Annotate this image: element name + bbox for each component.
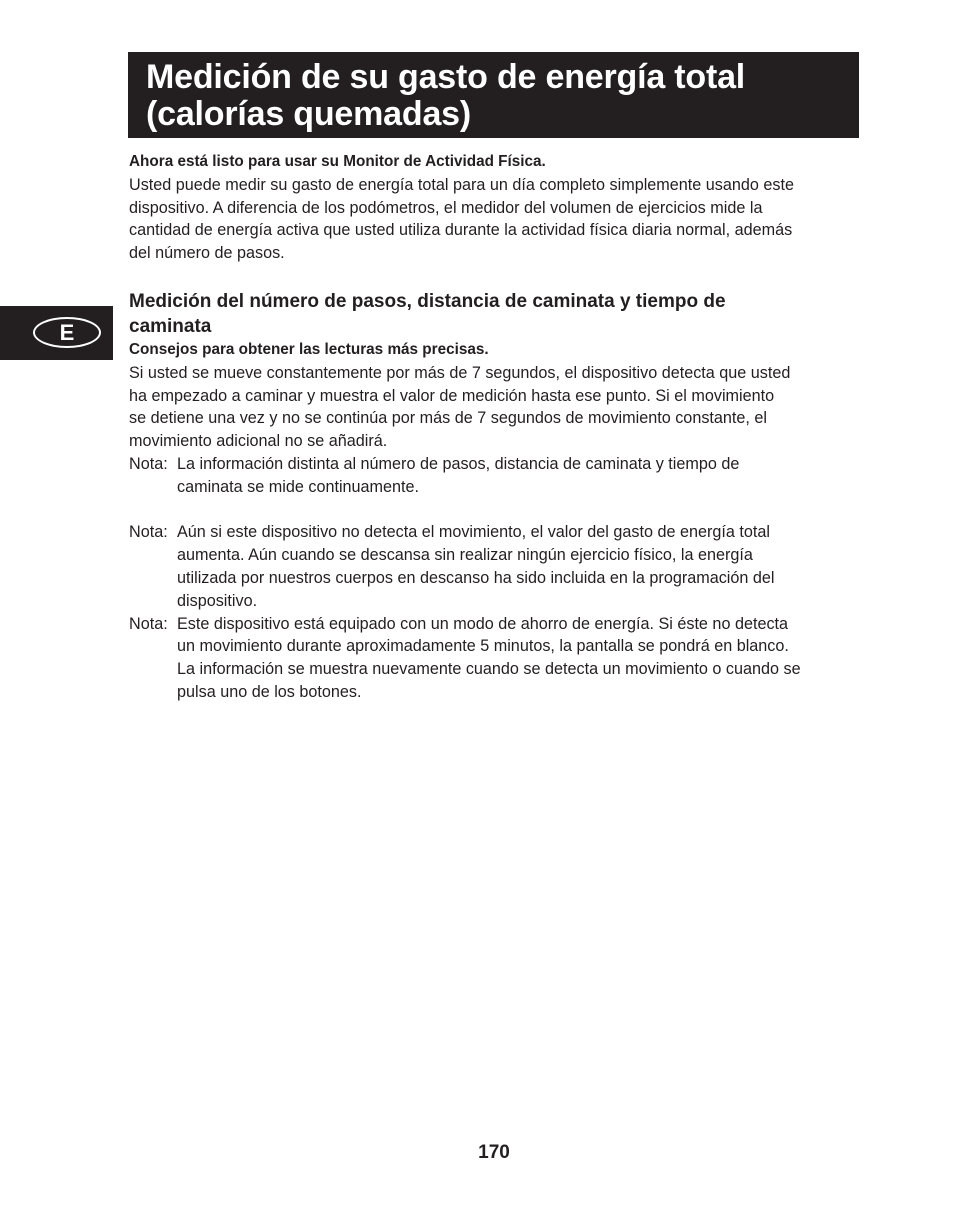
note-line: La información distinta al número de pasos, distancia de caminata y tiempo de (177, 454, 740, 473)
note-block (129, 613, 864, 704)
section-line: movimiento adicional no se añadirá. (129, 432, 388, 451)
note-line: Este dispositivo está equipado con un modo de ahorro de energía. Si éste no detecta (177, 614, 789, 633)
section-line: ha empezado a caminar y muestra el valor de medición hasta ese punto. Si el movimiento (129, 386, 775, 405)
section-subheading: Consejos para obtener las lecturas más precisas. (129, 340, 489, 358)
intro-lead: Ahora está listo para usar su Monitor de Actividad Física. (129, 153, 546, 170)
spacer (129, 499, 864, 522)
note-line: pulsa uno de los botones. (177, 682, 362, 701)
intro-paragraph (129, 174, 864, 265)
note-block (129, 521, 864, 612)
intro-line: Usted puede medir su gasto de energía total para un día completo simplemente usando este (129, 175, 794, 194)
language-badge: E (33, 317, 101, 348)
note-line: La información se muestra nuevamente cuando se detecta un movimiento o cuando se (177, 660, 801, 679)
section-heading-line: caminata (129, 315, 212, 337)
section-heading-line: Medición del número de pasos, distancia de caminata y tiempo de (129, 290, 726, 312)
section-paragraph (129, 362, 864, 453)
note-label: Nota: (129, 454, 168, 473)
language-tab (0, 306, 113, 360)
note-label: Nota: (129, 614, 168, 633)
note-line: utilizada por nuestros cuerpos en descanso ha sido incluida en la programación del (177, 568, 775, 587)
note-text (177, 453, 739, 499)
note-line: caminata se mide continuamente. (177, 477, 420, 496)
note-line: dispositivo. (177, 591, 258, 610)
intro-line: dispositivo. A diferencia de los podómetros, el medidor del volumen de ejercicios mide la (129, 198, 763, 217)
note-block (129, 453, 864, 499)
note-text (177, 613, 801, 704)
note-text (177, 521, 775, 612)
section-heading (129, 289, 864, 339)
main-content (129, 151, 864, 704)
section-line: Si usted se mueve constantemente por más de 7 segundos, el dispositivo detecta que usted (129, 363, 791, 382)
section-line: se detiene una vez y no se continúa por más de 7 segundos de movimiento constante, el (129, 409, 768, 428)
note-line: aumenta. Aún cuando se descansa sin realizar ningún ejercicio físico, la energía (177, 546, 753, 565)
intro-line: del número de pasos. (129, 244, 285, 263)
page-title-line: Medición de su gasto de energía total (146, 58, 746, 96)
intro-line: cantidad de energía activa que usted utiliza durante la actividad física diaria normal, además (129, 221, 793, 240)
page-title (128, 52, 859, 138)
note-label: Nota: (129, 523, 168, 542)
page-title-line: (calorías quemadas) (146, 95, 471, 133)
note-line: un movimiento durante aproximadamente 5 minutos, la pantalla se pondrá en blanco. (177, 637, 789, 656)
note-line: Aún si este dispositivo no detecta el movimiento, el valor del gasto de energía total (177, 523, 770, 542)
page-number: 170 (478, 1142, 510, 1163)
